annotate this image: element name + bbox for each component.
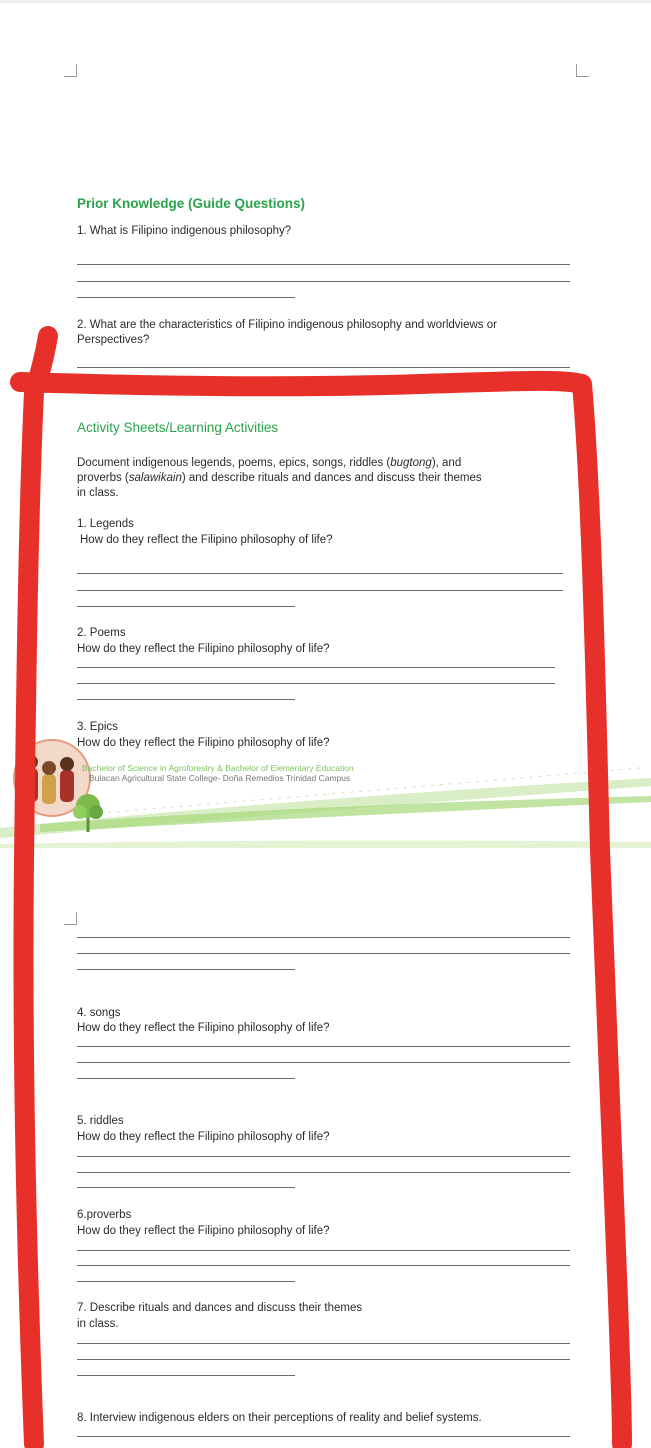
activity-heading: Activity Sheets/Learning Activities — [77, 420, 279, 435]
answer-line[interactable] — [77, 573, 563, 574]
question-2-line-1: 2. What are the characteristics of Filipino indigenous philosophy and worldviews or — [77, 319, 497, 331]
footer-swoosh — [0, 840, 651, 848]
instruction-text: ), and — [431, 457, 462, 469]
answer-line[interactable] — [77, 1265, 570, 1266]
answer-line[interactable] — [77, 1187, 295, 1188]
item-8: 8. Interview indigenous elders on their perceptions of reality and belief systems. — [77, 1412, 482, 1424]
item-2-title: 2. Poems — [77, 627, 126, 639]
answer-line[interactable] — [77, 1062, 570, 1063]
answer-line[interactable] — [77, 281, 570, 282]
page-top-edge — [0, 0, 651, 3]
instruction-line-2 — [77, 471, 482, 485]
answer-line[interactable] — [77, 699, 295, 700]
corner-mark-right — [576, 64, 589, 77]
answer-line[interactable] — [77, 606, 295, 607]
instruction-line-3: in class. — [77, 487, 119, 499]
answer-line[interactable] — [77, 1436, 570, 1437]
answer-line[interactable] — [77, 590, 563, 591]
question-2-line-2: Perspectives? — [77, 334, 150, 346]
answer-line[interactable] — [77, 1375, 295, 1376]
instruction-text: ) and describe rituals and dances and discuss their themes — [181, 472, 482, 484]
footer-college: Bulacan Agricultural State College- Doña Remedios Trinidad Campus — [89, 773, 351, 783]
item-6-question: How do they reflect the Filipino philosophy of life? — [77, 1225, 330, 1237]
answer-line[interactable] — [77, 667, 555, 668]
answer-line[interactable] — [77, 1078, 295, 1079]
answer-line[interactable] — [77, 683, 555, 684]
item-7-line-1: 7. Describe rituals and dances and discuss their themes — [77, 1302, 363, 1314]
instruction-text: proverbs ( — [77, 472, 129, 484]
item-6-title: 6.proverbs — [77, 1209, 132, 1221]
item-4-title: 4. songs — [77, 1007, 121, 1019]
item-2-question: How do they reflect the Filipino philosophy of life? — [77, 643, 330, 655]
prior-knowledge-heading: Prior Knowledge (Guide Questions) — [77, 196, 306, 211]
answer-line[interactable] — [77, 1250, 570, 1251]
item-3-title: 3. Epics — [77, 721, 118, 733]
item-5-question: How do they reflect the Filipino philosophy of life? — [77, 1131, 330, 1143]
instruction-italic: salawikain — [128, 472, 182, 484]
question-1: 1. What is Filipino indigenous philosophy? — [77, 225, 292, 237]
answer-line[interactable] — [77, 1172, 570, 1173]
item-1-question: How do they reflect the Filipino philosophy of life? — [80, 534, 333, 546]
footer-program: Bachelor of Science in Agroforestry & Bachelor of Elementary Education — [82, 763, 354, 773]
red-markup-stroke — [20, 336, 622, 1444]
answer-line[interactable] — [77, 1046, 570, 1047]
answer-line[interactable] — [77, 1281, 295, 1282]
item-7-line-2: in class. — [77, 1318, 119, 1330]
footer-banner — [0, 738, 651, 850]
item-5-title: 5. riddles — [77, 1115, 124, 1127]
answer-line[interactable] — [77, 937, 570, 938]
corner-mark-left-page-2 — [64, 912, 77, 925]
item-4-question: How do they reflect the Filipino philosophy of life? — [77, 1022, 330, 1034]
answer-line[interactable] — [77, 297, 295, 298]
answer-line[interactable] — [77, 1359, 570, 1360]
corner-mark-left — [64, 64, 77, 77]
instruction-line-1 — [77, 456, 461, 470]
instruction-italic: bugtong — [390, 457, 432, 469]
answer-line[interactable] — [77, 264, 570, 265]
answer-line[interactable] — [77, 969, 295, 970]
answer-line[interactable] — [77, 953, 570, 954]
instruction-text: Document indigenous legends, poems, epics, songs, riddles ( — [77, 457, 391, 469]
item-1-title: 1. Legends — [77, 518, 134, 530]
answer-line[interactable] — [77, 1156, 570, 1157]
answer-line[interactable] — [77, 1343, 570, 1344]
answer-line[interactable] — [77, 367, 570, 368]
item-3-question: How do they reflect the Filipino philosophy of life? — [77, 737, 330, 749]
